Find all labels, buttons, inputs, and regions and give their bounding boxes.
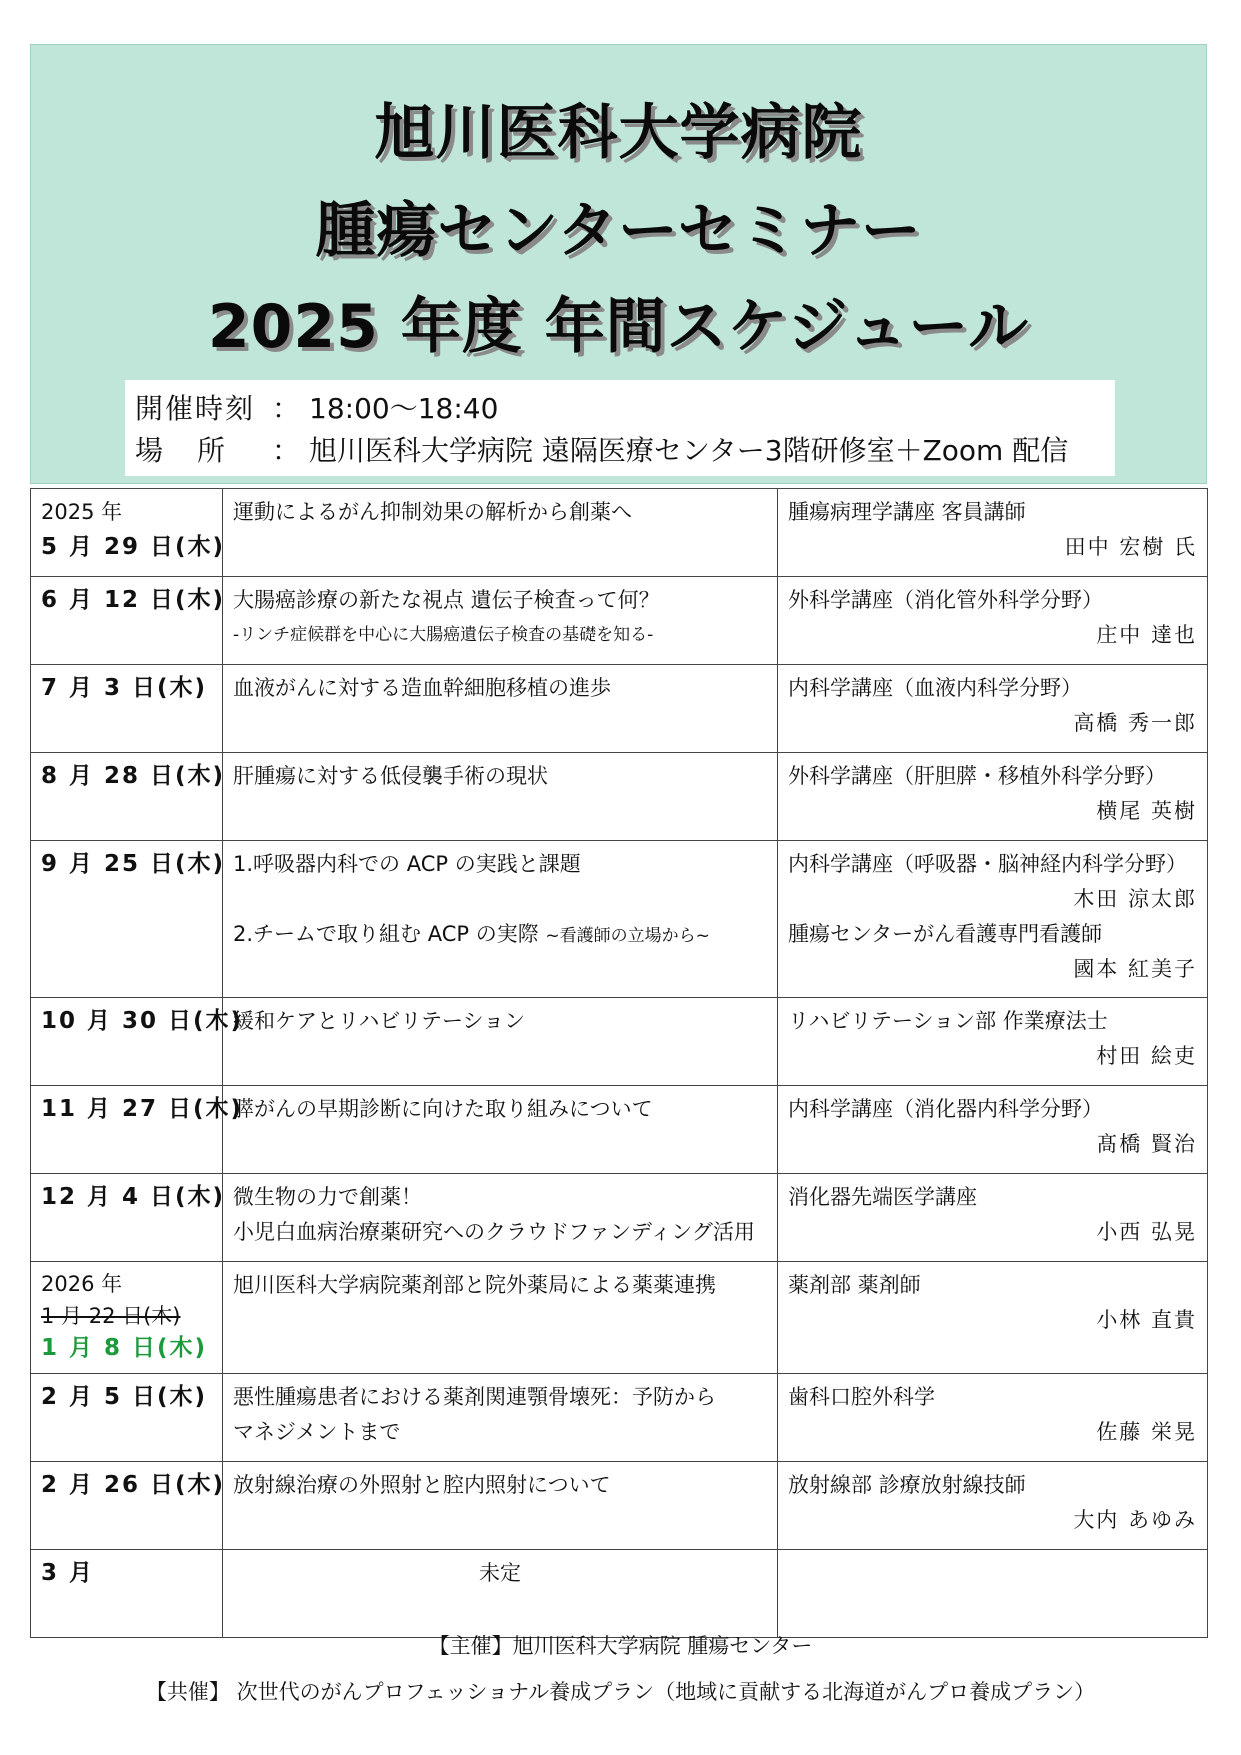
footer-cohost: 【共催】 次世代のがんプロフェッショナル養成プラン（地域に貢献する北海道がんプロ養成プラン） — [145, 1680, 1096, 1704]
session-date: 2 月 26 日(木) — [41, 1472, 226, 1498]
speaker-cell — [778, 1462, 1208, 1550]
date-cell — [31, 1262, 223, 1374]
speaker-name-2: 國本 紅美子 — [1073, 957, 1197, 981]
year-label: 2026 年 — [41, 1272, 123, 1296]
table-row — [31, 1262, 1208, 1374]
session-topic: 悪性腫瘍患者における薬剤関連顎骨壊死：予防から — [233, 1385, 716, 1409]
speaker-name: 田中 宏樹 氏 — [1064, 535, 1197, 559]
speaker-name: 髙橋 賢治 — [1096, 1132, 1197, 1156]
speaker-name: 庄中 達也 — [1096, 623, 1197, 647]
speaker-name: 佐藤 栄晃 — [1096, 1420, 1197, 1444]
session-topic: 膵がんの早期診断に向けた取り組みについて — [233, 1097, 653, 1121]
place-value: 旭川医科大学病院 遠隔医療センター3階研修室＋Zoom 配信 — [309, 434, 1069, 467]
session-date: 10 月 30 日(木) — [41, 1008, 244, 1034]
speaker-cell — [778, 1174, 1208, 1262]
session-topic: 未定 — [479, 1561, 521, 1585]
speaker-cell — [778, 841, 1208, 998]
speaker-name: 小西 弘晃 — [1096, 1220, 1197, 1244]
date-cell — [31, 577, 226, 665]
topic-cell — [223, 489, 778, 577]
topic-cell — [223, 1174, 778, 1262]
speaker-dept: 歯科口腔外科学 — [788, 1385, 935, 1409]
speaker-cell — [778, 1550, 1208, 1638]
speaker-dept-2: 腫瘍センターがん看護専門看護師 — [788, 922, 1103, 946]
topic-cell — [223, 577, 778, 665]
time-colon: ： — [271, 392, 300, 425]
date-cell — [31, 1374, 223, 1462]
speaker-dept: 消化器先端医学講座 — [788, 1185, 977, 1209]
date-cell — [31, 665, 223, 753]
session-topic: 肝腫瘍に対する低侵襲手術の現状 — [233, 764, 548, 788]
event-info-box — [125, 380, 1115, 476]
place-colon: ： — [271, 434, 300, 467]
speaker-cell — [778, 489, 1208, 577]
session-topic: 放射線治療の外照射と腔内照射について — [233, 1473, 611, 1497]
speaker-name: 木田 涼太郎 — [1073, 887, 1197, 911]
date-cell — [31, 1086, 244, 1174]
speaker-dept: 外科学講座（肝胆膵・移植外科学分野） — [788, 764, 1166, 788]
header-banner — [30, 44, 1207, 484]
table-row — [31, 841, 1208, 998]
speaker-cell — [778, 577, 1208, 665]
speaker-name: 横尾 英樹 — [1096, 799, 1197, 823]
speaker-cell — [778, 1374, 1208, 1462]
session-topic: 微生物の力で創薬！ — [233, 1185, 422, 1209]
session-subtopic: マネジメントまで — [233, 1420, 401, 1444]
topic-cell — [223, 1462, 778, 1550]
session-topic: 血液がんに対する造血幹細胞移植の進歩 — [233, 676, 611, 700]
date-cell — [31, 841, 226, 998]
session-topic: 大腸癌診療の新たな視点 遺伝子検査って何？ — [233, 588, 660, 612]
session-subtopic: -リンチ症候群を中心に大腸癌遺伝子検査の基礎を知る- — [233, 625, 654, 645]
topic-cell — [223, 998, 778, 1086]
table-row — [31, 753, 1208, 841]
date-cell — [31, 1550, 223, 1638]
session-date: 7 月 3 日(木) — [41, 675, 208, 701]
session-date: 2 月 5 日(木) — [41, 1384, 208, 1410]
session-date: 1 月 8 日(木) — [41, 1335, 208, 1361]
session-subtopic: 小児白血病治療薬研究へのクラウドファンディング活用 — [233, 1220, 755, 1244]
session-date: 5 月 29 日(木) — [41, 534, 226, 560]
title-seminar: 腫瘍センターセミナー — [315, 196, 922, 266]
session-topic: 1.呼吸器内科での ACP の実践と課題 — [233, 852, 581, 876]
table-row — [31, 577, 1208, 665]
speaker-cell — [778, 1086, 1208, 1174]
time-value: 18:00～18:40 — [309, 392, 499, 425]
session-date: 9 月 25 日(木) — [41, 851, 226, 877]
speaker-dept: 内科学講座（血液内科学分野） — [788, 676, 1082, 700]
topic-cell — [223, 753, 778, 841]
session-date: 11 月 27 日(木) — [41, 1096, 244, 1122]
year-label: 2025 年 — [41, 500, 123, 524]
speaker-dept: 内科学講座（呼吸器・脳神経内科学分野） — [788, 852, 1187, 876]
time-label: 開催時刻 — [135, 392, 256, 425]
date-cell — [31, 1174, 226, 1262]
title-hospital: 旭川医科大学病院 — [374, 98, 863, 168]
table-row — [31, 1550, 1208, 1638]
place-row — [135, 428, 1105, 470]
speaker-name: 大内 あゆみ — [1073, 1508, 1197, 1532]
cancelled-date: 1 月 22 日(木) — [41, 1304, 181, 1328]
session-date: 6 月 12 日(木) — [41, 587, 226, 613]
session-date: 3 月 — [41, 1560, 95, 1586]
schedule-table — [30, 488, 1208, 1638]
table-row — [31, 998, 1208, 1086]
date-cell — [31, 998, 244, 1086]
session-date: 12 月 4 日(木) — [41, 1184, 226, 1210]
speaker-cell — [778, 998, 1208, 1086]
speaker-dept: リハビリテーション部 作業療法士 — [788, 1009, 1108, 1033]
speaker-dept: 腫瘍病理学講座 客員講師 — [788, 500, 1026, 524]
speaker-dept: 外科学講座（消化管外科学分野） — [788, 588, 1103, 612]
table-row — [31, 1174, 1208, 1262]
session-subtopic: 2.チームで取り組む ACP の実際 — [233, 922, 539, 946]
table-row — [31, 1462, 1208, 1550]
topic-cell — [223, 1374, 778, 1462]
title-schedule: 2025 年度 年間スケジュール — [207, 292, 1030, 362]
topic-cell — [223, 841, 778, 998]
date-cell — [31, 489, 226, 577]
topic-cell — [223, 1262, 778, 1374]
table-row — [31, 665, 1208, 753]
session-date: 8 月 28 日(木) — [41, 763, 226, 789]
topic-cell — [223, 1086, 778, 1174]
topic-cell — [223, 665, 778, 753]
date-cell — [31, 1462, 226, 1550]
table-row — [31, 1086, 1208, 1174]
speaker-dept: 薬剤部 薬剤師 — [788, 1273, 921, 1297]
speaker-name: 小林 直貴 — [1096, 1308, 1197, 1332]
speaker-dept: 放射線部 診療放射線技師 — [788, 1473, 1026, 1497]
session-topic: 運動によるがん抑制効果の解析から創薬へ — [233, 500, 632, 524]
session-subtopic-note: ~看護師の立場から~ — [545, 926, 710, 946]
speaker-cell — [778, 753, 1208, 841]
speaker-cell — [778, 1262, 1208, 1374]
table-row — [31, 489, 1208, 577]
table-row — [31, 1374, 1208, 1462]
date-cell — [31, 753, 226, 841]
speaker-dept: 内科学講座（消化器内科学分野） — [788, 1097, 1103, 1121]
speaker-name: 村田 絵吏 — [1096, 1044, 1197, 1068]
footer-host: 【主催】旭川医科大学病院 腫瘍センター — [428, 1634, 813, 1658]
session-topic: 緩和ケアとリハビリテーション — [233, 1009, 526, 1033]
time-row — [135, 386, 1105, 428]
speaker-cell — [778, 665, 1208, 753]
session-topic: 旭川医科大学病院薬剤部と院外薬局による薬薬連携 — [233, 1273, 716, 1297]
topic-cell — [223, 1550, 778, 1638]
speaker-name: 高橋 秀一郎 — [1073, 711, 1197, 735]
place-label: 場所 — [135, 434, 260, 467]
